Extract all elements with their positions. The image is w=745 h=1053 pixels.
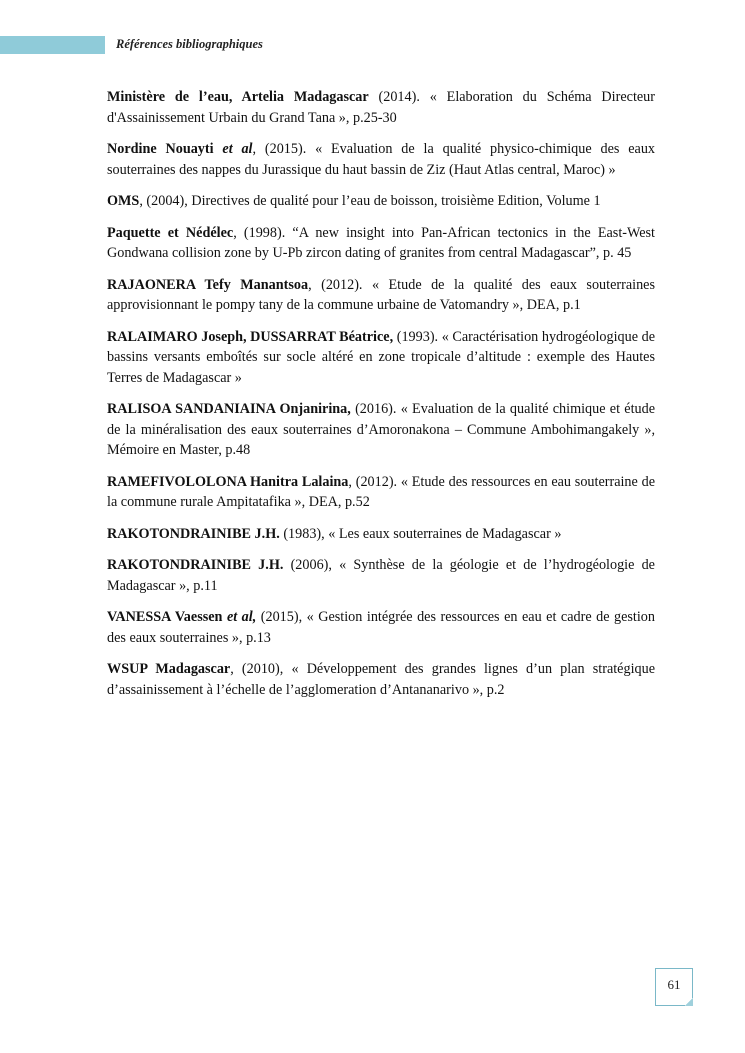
reference-entry [107, 524, 655, 545]
reference-etal: et al [213, 141, 253, 157]
reference-entry [107, 191, 655, 212]
header-accent-bar [0, 36, 105, 54]
reference-entry [107, 327, 655, 389]
reference-entry [107, 139, 655, 180]
reference-entry [107, 659, 655, 700]
reference-entry [107, 472, 655, 513]
reference-author: RAJAONERA Tefy Manantsoa [107, 276, 309, 293]
reference-entry [107, 399, 655, 461]
reference-text: (2016). « Evaluation de la qualité chimique et étude de la minéralisation des eaux souterraines d’Amoronakona – Commune Ambohimangakely », Mémoire en Master, p.48 [107, 401, 655, 458]
reference-text: , (2012). « Etude de la qualité des eaux souterraines approvisionnant le pompy tany de la commune urbaine de Vatomandry », DEA, p.1 [107, 276, 655, 313]
reference-entry [107, 223, 655, 264]
reference-text: (2006), « Synthèse de la géologie et de l’hydrogéologie de Madagascar », p.11 [107, 557, 655, 594]
section-title: Références bibliographiques [116, 37, 263, 51]
reference-author: OMS [107, 193, 140, 209]
page-number: 61 [667, 977, 681, 992]
reference-text: , (2004), Directives de qualité pour l’eau de boisson, troisième Edition, Volume 1 [139, 193, 601, 209]
reference-entry [107, 275, 655, 316]
reference-text: (1983), « Les eaux souterraines de Madagascar » [279, 525, 562, 542]
reference-author: RALISOA SANDANIAINA Onjanirina, [107, 401, 351, 417]
reference-text: , (2010), « Développement des grandes lignes d’un plan stratégique d’assainissement à l’échelle de l’agglomeration d’Antananarivo », p.2 [107, 661, 656, 698]
page-number-box [655, 968, 693, 1006]
reference-text: , (2012). « Etude des ressources en eau souterraine de la commune rurale Ampitatafika », DEA, p.52 [107, 473, 655, 510]
reference-text: (2015), « Gestion intégrée des ressources en eau et cadre de gestion des eaux souterraines », p.13 [107, 609, 655, 646]
reference-author: Ministère de l’eau, Artelia Madagascar [107, 89, 369, 105]
reference-entry [107, 555, 655, 596]
reference-author: VANESSA Vaessen [107, 609, 223, 625]
reference-author: RAKOTONDRAINIBE J.H. [107, 557, 284, 573]
reference-author: RALAIMARO Joseph, DUSSARRAT Béatrice, [107, 328, 394, 345]
reference-author: RAMEFIVOLOLONA Hanitra Lalaina [107, 473, 349, 490]
reference-etal: et al, [222, 609, 257, 625]
reference-author: WSUP Madagascar [107, 661, 231, 677]
reference-entry [107, 87, 655, 128]
reference-author: Paquette et Nédélec [107, 224, 234, 241]
reference-entry [107, 607, 655, 648]
reference-author: Nordine Nouayti [107, 141, 214, 157]
reference-text: (1993). « Caractérisation hydrogéologique de bassins versants emboîtés sur socle altéré en zone tropicale d’altitude : exemple des Hautes Terres de Madagascar » [107, 328, 655, 386]
reference-text: , (2015). « Evaluation de la qualité physico-chimique des eaux souterraines des nappes du Jurassique du haut bassin de Ziz (Haut Atlas central, Maroc) » [107, 141, 656, 178]
reference-list [107, 87, 655, 711]
reference-text: , (1998). “A new insight into Pan-African tectonics in the East-West Gondwana collision zone by U-Pb zircon dating of granites from central Madagascar”, p. 45 [107, 224, 655, 261]
reference-text: (2014). « Elaboration du Schéma Directeur d'Assainissement Urbain du Grand Tana », p.25-30 [107, 89, 655, 126]
reference-author: RAKOTONDRAINIBE J.H. [107, 525, 280, 542]
